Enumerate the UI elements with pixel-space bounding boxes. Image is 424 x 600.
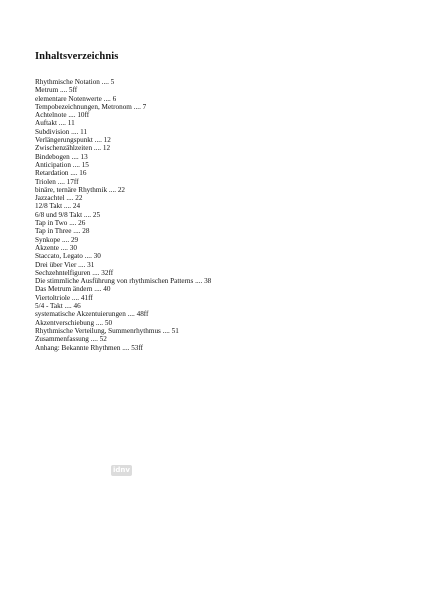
- toc-entry: Anhang: Bekannte Rhythmen .... 53ff: [35, 343, 144, 352]
- table-of-contents: [35, 78, 211, 352]
- toc-entry: Retardation .... 16: [35, 169, 87, 178]
- page-title: Inhaltsverzeichnis: [35, 51, 119, 62]
- toc-entry: 5/4 - Takt .... 46: [35, 302, 81, 311]
- toc-entry: Verlängerungspunkt .... 12: [35, 136, 111, 145]
- toc-entry: systematische Akzentuierungen .... 48ff: [35, 310, 149, 319]
- toc-entry: Zusammenfassung .... 52: [35, 335, 107, 344]
- toc-entry: Triolen .... 17ff: [35, 177, 79, 186]
- toc-entry: Rhythmische Notation .... 5: [35, 78, 115, 86]
- publisher-watermark-logo: idnv: [111, 465, 132, 476]
- toc-entry: Jazzachtel .... 22: [35, 194, 83, 203]
- toc-entry: Akzente .... 30: [35, 243, 77, 252]
- toc-entry: Drei über Vier .... 31: [35, 260, 95, 269]
- toc-entry: Anticipation .... 15: [35, 160, 89, 169]
- toc-entry: 6/8 und 9/8 Takt .... 25: [35, 210, 101, 219]
- toc-entry: Akzentverschiebung .... 50: [35, 318, 113, 327]
- toc-entry: Zwischenzählzeiten .... 12: [35, 144, 111, 153]
- toc-entry: binäre, ternäre Rhythmik .... 22: [35, 185, 126, 194]
- toc-entry: Tap in Two .... 26: [35, 219, 86, 228]
- toc-entry: Auftakt .... 11: [35, 119, 75, 128]
- toc-entry: Tempobezeichnungen, Metronom .... 7: [35, 102, 147, 111]
- toc-entry: Viertoltriole .... 41ff: [35, 293, 93, 302]
- toc-entry: Achtelnote .... 10ff: [35, 111, 90, 120]
- toc-entry: Die stimmliche Ausführung von rhythmischen Patterns .... 38: [35, 277, 212, 286]
- toc-entry: Bindebogen .... 13: [35, 152, 88, 161]
- toc-entry: Das Metrum ändern .... 40: [35, 285, 111, 294]
- toc-entry: Staccato, Legato .... 30: [35, 252, 101, 261]
- toc-entry: Rhythmische Verteilung, Summenrhythmus .... 51: [35, 326, 179, 335]
- toc-entry: Tap in Three .... 28: [35, 227, 90, 236]
- toc-entry: elementare Notenwerte .... 6: [35, 94, 117, 103]
- toc-entry: Subdivision .... 11: [35, 127, 88, 136]
- toc-entry: Sechzehntelfiguren .... 32ff: [35, 268, 114, 277]
- toc-entry: Synkope .... 29: [35, 235, 79, 244]
- toc-entry: 12/8 Takt .... 24: [35, 202, 81, 211]
- toc-entry: Metrum .... 5ff: [35, 86, 78, 95]
